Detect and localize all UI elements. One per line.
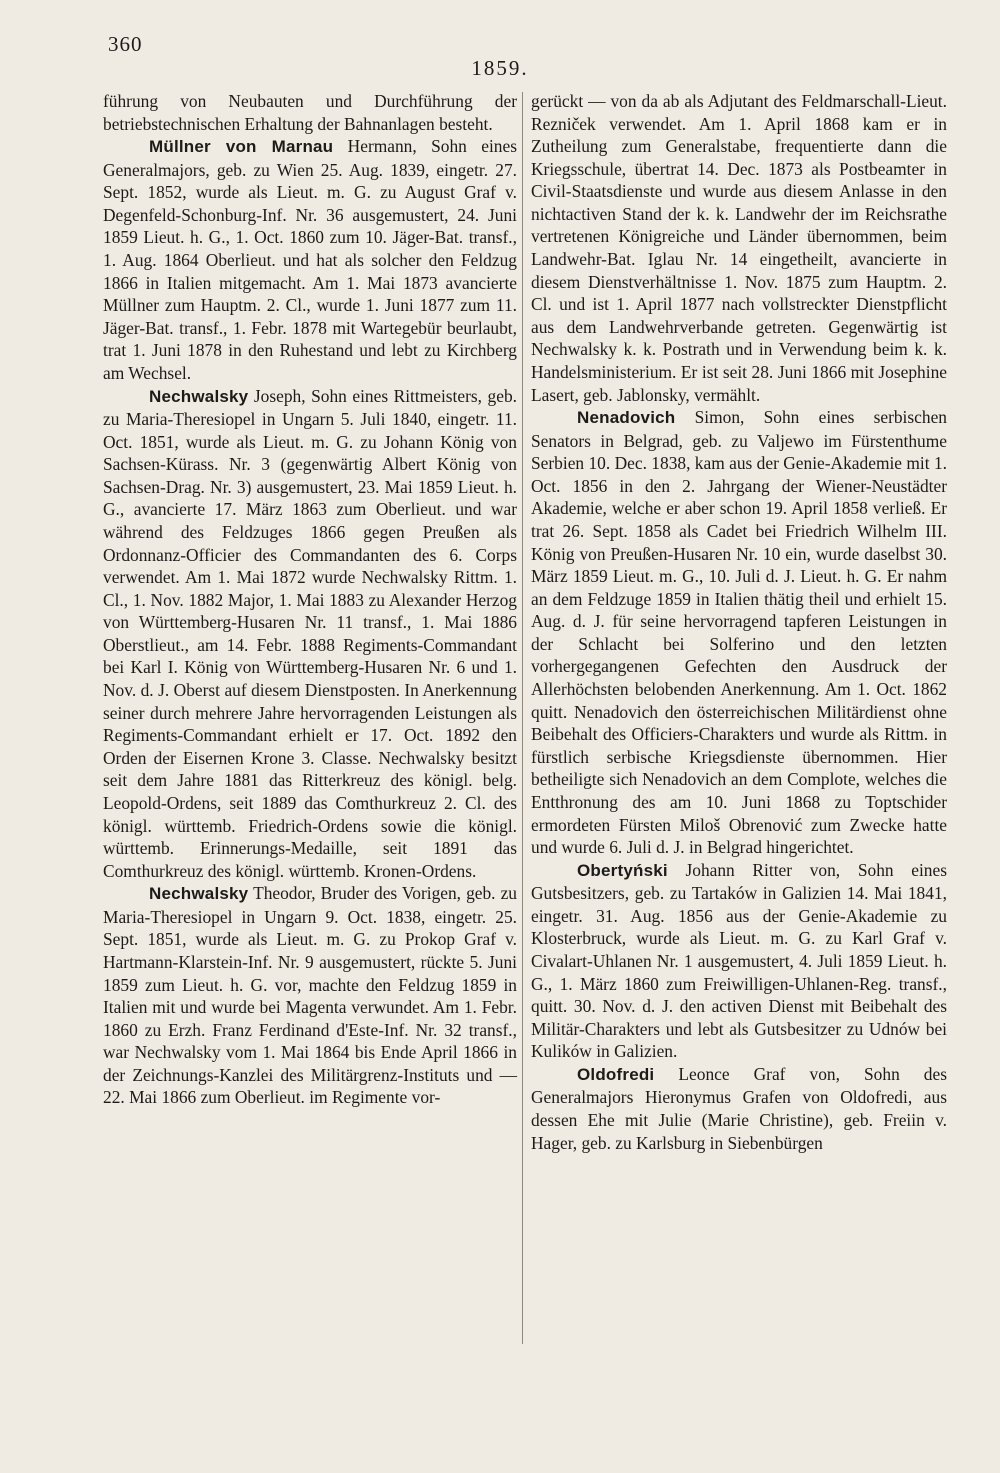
entry-text: Johann Ritter von, Sohn eines Gutsbesitzers, geb. zu Tartaków in Galizien 14. Mai 1841, eingetr. 31. Aug. 1856 aus der Genie-Akademie zu Klosterbruck, wurde als Lieut. m. G. zu Karl Graf v. Civalart-Uhlanen Nr. 1 ausgemustert, 4. Juli 1859 Lieut. h. G., 1. März 1860 zum Freiwilligen-Uhlanen-Reg. transf., quitt. 30. Nov. d. J. den activen Dienst mit Beibehalt des Militär-Charakters und lebt als Gutsbesitzer zu Udnów bei Kulików in Galizien. (531, 859, 947, 1062)
entry-continuation (531, 90, 947, 406)
entry-name: Oldofredi (577, 1064, 655, 1084)
entry-name: Nenadovich (577, 408, 676, 428)
column-divider (522, 92, 523, 1344)
entry-text: führung von Neubauten und Durchführung der betriebstechnischen Erhaltung der Bahnanlagen besteht. (103, 91, 517, 134)
entry-oldofredi (531, 1063, 947, 1154)
entry-text: Hermann, Sohn eines Generalmajors, geb. zu Wien 25. Aug. 1839, eingetr. 27. Sept. 1852, wurde als Lieut. m. G. zu August Graf v. Degenfeld-Schonburg-Inf. Nr. 36 ausgemustert, 24. Juni 1859 Lieut. h. G., 1. Oct. 1860 zum 10. Jäger-Bat. transf., 1. Aug. 1864 Oberlieut. und hat als solcher den Feldzug 1866 in Italien mitgemacht. Am 1. Mai 1873 avancierte Müllner zum Hauptm. 2. Cl., wurde 1. Juni 1877 zum 11. Jäger-Bat. transf., 1. Febr. 1878 mit Wartegebür beurlaubt, trat 1. Juni 1878 in den Ruhestand und lebt zu Kirchberg am Wechsel. (103, 136, 517, 383)
entry-text: Theodor, Bruder des Vorigen, geb. zu Maria-Theresiopel in Ungarn 9. Oct. 1838, eingetr. 25. Sept. 1851, wurde als Lieut. m. G. zu Prokop Graf v. Hartmann-Klarstein-Inf. Nr. 9 ausgemustert, rückte 5. Juni 1859 zum Lieut. h. G. vor, machte den Feldzug 1859 in Italien mit und wurde bei Magenta verwundet. Am 1. Febr. 1860 zu Erzh. Franz Ferdinand d'Este-Inf. Nr. 32 transf., war Nechwalsky vom 1. Mai 1864 bis Ende April 1866 in der Zeichnungs-Kanzlei des Militärgrenz-Instituts und — 22. Mai 1866 zum Oberlieut. im Regimente vor- (103, 883, 517, 1108)
entry-name: Nechwalsky (149, 386, 249, 406)
entry-nenadovich (531, 406, 947, 859)
left-column (103, 90, 517, 1109)
entry-continuation (103, 90, 517, 135)
entry-name: Nechwalsky (149, 884, 249, 904)
entry-nechwalsky-theodor (103, 882, 517, 1109)
right-column (531, 90, 947, 1154)
entry-nechwalsky-joseph (103, 385, 517, 883)
entry-muellner (103, 135, 517, 384)
entry-name: Obertyński (577, 860, 668, 880)
entry-text: Joseph, Sohn eines Rittmeisters, geb. zu Maria-Theresiopel in Ungarn 5. Juli 1840, eingetr. 11. Oct. 1851, wurde als Lieut. m. G. zu Johann König von Sachsen-Kürass. Nr. 3 (gegenwärtig Albert König von Sachsen-Drag. Nr. 3) ausgemustert, 23. Mai 1859 Lieut. h. G., avancierte 17. März 1863 zum Oberlieut. und war während des Feldzuges 1866 gegen Preußen als Ordonnanz-Officier des Commandanten des 6. Corps verwendet. Am 1. Mai 1872 wurde Nechwalsky Rittm. 1. Cl., 1. Nov. 1882 Major, 1. Mai 1883 zu Alexander Herzog von Württemberg-Husaren Nr. 11 transf., 1. Mai 1886 Oberstlieut., am 14. Febr. 1888 Regiments-Commandant bei Karl I. König von Württemberg-Husaren Nr. 6 und 1. Nov. d. J. Oberst auf diesem Dienstposten. In Anerkennung seiner durch mehrere Jahre hervorragenden Leistungen als Regiments-Commandant erhielt er 17. Oct. 1892 den Orden der Eisernen Krone 3. Classe. Nechwalsky besitzt seit dem Jahre 1881 das Ritterkreuz des königl. belg. Leopold-Ordens, seit 1889 das Comthurkreuz 2. Cl. des königl. württemb. Friedrich-Ordens sowie die königl. württemb. Erinnerungs-Medaille, seit 1891 das Comthurkreuz des königl. württemb. Kronen-Ordens. (103, 385, 517, 881)
page-number: 360 (108, 32, 143, 56)
entry-text: gerückt — von da ab als Adjutant des Feldmarschall-Lieut. Rezniček verwendet. Am 1. April 1868 kam er in Zutheilung zum Generalstabe, frequentierte dann die Kriegsschule, übertrat 14. Dec. 1873 als Postbeamter in Civil-Staatsdienste und wurde aus diesem Anlasse in den nichtactiven Stand der k. k. Landwehr der im Reichsrathe vertretenen Königreiche und Länder übernommen, beim Landwehr-Bat. Iglau Nr. 14 eingetheilt, avancierte in diesem Dienstverhältnisse 1. Nov. 1875 zum Hauptm. 2. Cl. und ist 1. April 1877 nach vollstreckter Dienstpflicht aus dem Landwehrverbande getreten. Gegenwärtig ist Nechwalsky k. k. Postrath und in Verwendung beim k. k. Handelsministerium. Er ist seit 28. Juni 1866 mit Josephine Lasert, geb. Jablonsky, vermählt. (531, 91, 947, 405)
entry-obertynski (531, 859, 947, 1063)
entry-text: Simon, Sohn eines serbischen Senators in Belgrad, geb. zu Valjewo im Fürstenthume Serbien 10. Dec. 1838, kam aus der Genie-Akademie mit 1. Oct. 1856 in den 2. Jahrgang der Wiener-Neustädter Akademie, welche er aber schon 19. April 1858 verließ. Er trat 26. Sept. 1858 als Cadet bei Friedrich Wilhelm III. König von Preußen-Husaren Nr. 10 ein, wurde daselbst 30. März 1859 Lieut. m. G., 10. Juli d. J. Lieut. h. G. Er nahm an dem Feldzuge 1859 in Italien thätig theil und erhielt 15. Aug. d. J. für seine hervorragend tapferen Leistungen in der Schlacht bei Solferino und den letzten vorhergegangenen Gefechten den Ausdruck der Allerhöchsten belobenden Anerkennung. Am 1. Oct. 1862 quitt. Nenadovich den österreichischen Militärdienst ohne Beibehalt des Officiers-Charakters und wurde als Rittm. in fürstlich serbische Kriegsdienste übernommen. Hier betheiligte sich Nenadovich an dem Complote, welches die Entthronung des am 10. Juni 1868 zu Toptschider ermordeten Fürsten Miloš Obrenović zum Zwecke hatte und wurde 6. Juli d. J. in Belgrad hingerichtet. (531, 407, 947, 858)
entry-text: Leonce Graf von, Sohn des Generalmajors Hieronymus Grafen von Oldofredi, aus dessen Ehe mit Julie (Marie Christine), geb. Freiin v. Hager, geb. zu Karlsburg in Siebenbürgen (531, 1063, 947, 1153)
running-header-year: 1859. (471, 56, 529, 80)
entry-name: Müllner von Marnau (149, 137, 334, 157)
